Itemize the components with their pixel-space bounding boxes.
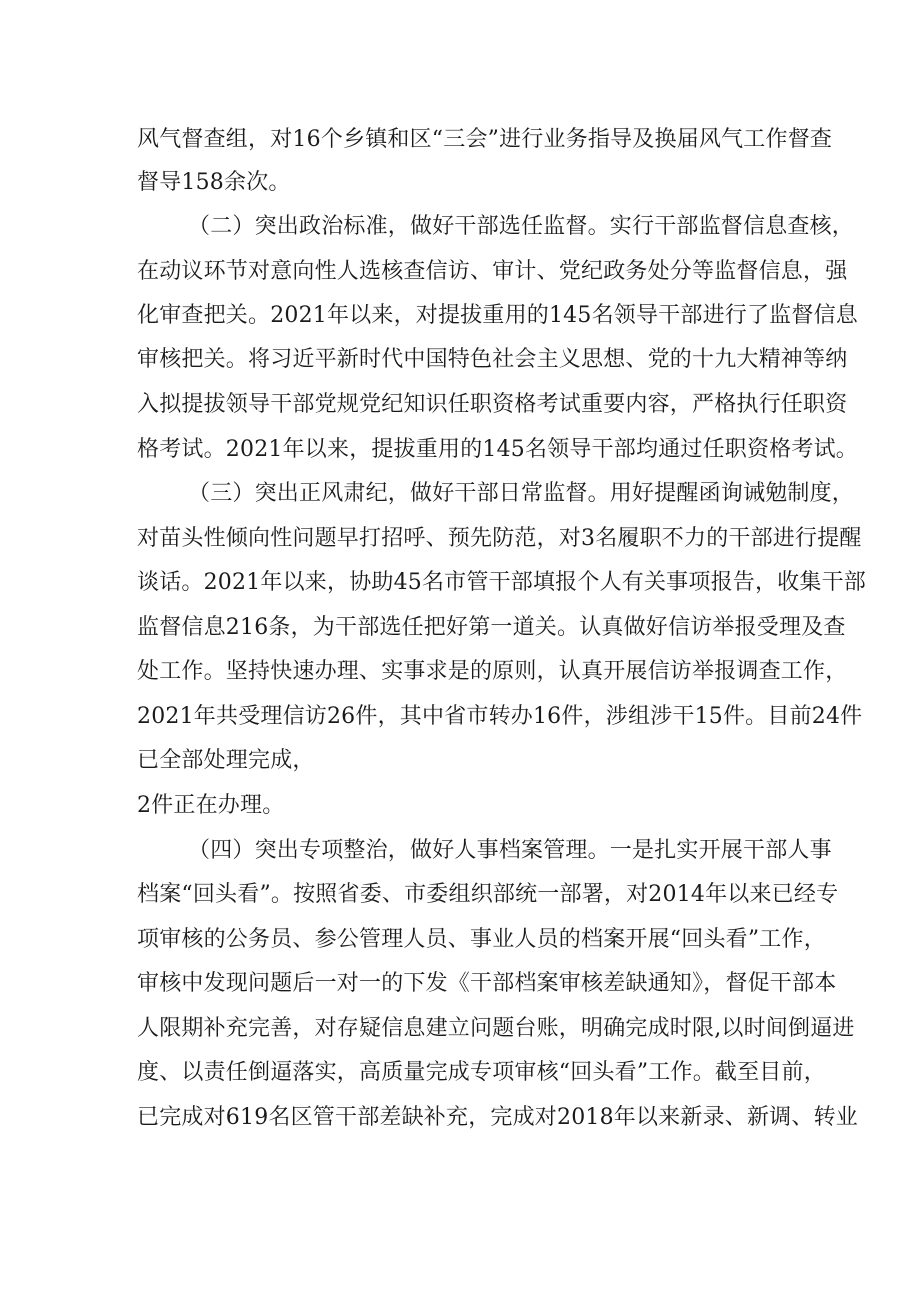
text-line: 处工作。坚持快速办理、实事求是的原则，认真开展信访举报调查工作， bbox=[137, 659, 848, 684]
text-line: 人限期补充完善，对存疑信息建立问题台账，明确完成时限,以时间倒逼进 bbox=[137, 1016, 855, 1041]
paragraph-start-line: （三）突出正风肃纪，做好干部日常监督。用好提醒函询诫勉制度， bbox=[188, 481, 855, 506]
text-line: 已全部处理完成， bbox=[137, 748, 315, 773]
text-line: 格考试。2021年以来，提拔重用的145名领导干部均通过任职资格考试。 bbox=[137, 437, 858, 462]
text-line: 风气督查组，对16个乡镇和区“三会”进行业务指导及换届风气工作督查 bbox=[137, 127, 833, 152]
text-line: 督导158余次。 bbox=[137, 170, 291, 195]
text-line: 对苗头性倾向性问题早打招呼、预先防范，对3名履职不力的干部进行提醒 bbox=[137, 526, 862, 551]
text-line: 在动议环节对意向性人选核查信访、审计、党纪政务处分等监督信息，强 bbox=[137, 259, 848, 284]
text-line: 项审核的公务员、参公管理人员、事业人员的档案开展“回头看”工作， bbox=[137, 927, 826, 952]
text-line: 监督信息216条，为干部选任把好第一道关。认真做好信访举报受理及查 bbox=[137, 615, 846, 640]
text-line: 入拟提拔领导干部党规党纪知识任职资格考试重要内容，严格执行任职资 bbox=[137, 392, 848, 417]
text-line: 审核把关。将习近平新时代中国特色社会主义思想、党的十九大精神等纳 bbox=[137, 347, 848, 372]
text-line: 2021年共受理信访26件，其中省市转办16件，涉组涉干15件。目前24件 bbox=[137, 704, 863, 729]
text-line: 度、以责任倒逼落实，高质量完成专项审核“回头看”工作。截至目前， bbox=[137, 1060, 826, 1085]
paragraph-start-line: （四）突出专项整治，做好人事档案管理。一是扎实开展干部人事 bbox=[188, 838, 832, 863]
text-line: 档案“回头看”。按照省委、市委组织部统一部署，对2014年以来已经专 bbox=[137, 882, 839, 907]
text-line: 化审查把关。2021年以来，对提拔重用的145名领导干部进行了监督信息 bbox=[137, 303, 858, 328]
text-line: 2件正在办理。 bbox=[137, 793, 285, 818]
paragraph-start-line: （二）突出政治标准，做好干部选任监督。实行干部监督信息查核， bbox=[188, 214, 855, 239]
text-line: 审核中发现问题后一对一的下发《干部档案审核差缺通知》，督促干部本 bbox=[137, 971, 837, 996]
text-line: 谈话。2021年以来，协助45名市管干部填报个人有关事项报告，收集干部 bbox=[137, 570, 866, 595]
text-line: 已完成对619名区管干部差缺补充，完成对2018年以来新录、新调、转业 bbox=[137, 1105, 858, 1130]
